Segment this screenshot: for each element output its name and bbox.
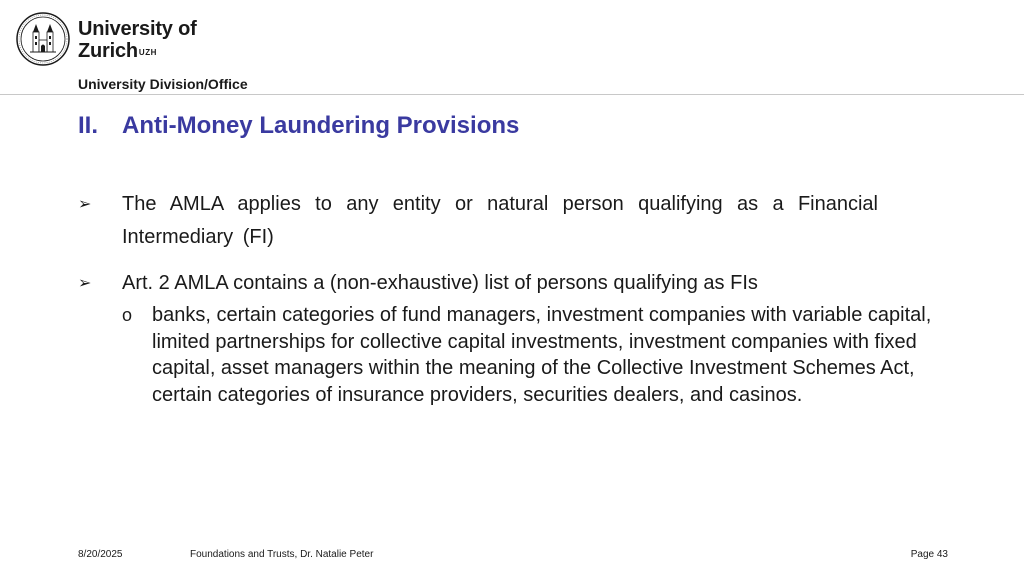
slide-content	[78, 188, 958, 408]
bullet-item	[78, 267, 958, 408]
footer-date: 8/20/2025	[78, 549, 123, 560]
university-seal-logo	[16, 12, 70, 66]
title-number: II.	[78, 112, 99, 139]
footer-page-number: Page 43	[910, 549, 948, 560]
slide-title	[78, 112, 519, 140]
wordmark-uzh: UZH	[138, 48, 157, 57]
division-label: University Division/Office	[78, 76, 248, 92]
wordmark-line1: University of	[78, 18, 197, 40]
sub-bullet-item	[122, 302, 958, 408]
arrow-bullet-icon: ➢	[78, 275, 92, 292]
sub-bullet-text: banks, certain categories of fund managers, investment companies with variable capital, limited partnerships for collective capital investments, investment companies with fixed capital, asset managers within the meaning of the Collective Investment Schemes Act, certain categories of insurance providers, securities dealers, and casinos.	[152, 304, 932, 406]
bullet-text: Art. 2 AMLA contains a (non-exhaustive) list of persons qualifying as FIs	[122, 272, 758, 294]
title-text: Anti-Money Laundering Provisions	[122, 112, 520, 139]
wordmark-line2	[78, 40, 197, 62]
wordmark-zurich: Zurich	[78, 40, 138, 62]
header-divider	[0, 94, 1024, 95]
circle-bullet-icon: o	[122, 305, 133, 325]
university-wordmark	[78, 18, 197, 62]
footer-presentation-title: Foundations and Trusts, Dr. Natalie Peter	[190, 549, 374, 560]
bullet-item	[78, 188, 958, 254]
arrow-bullet-icon: ➢	[78, 196, 92, 213]
bullet-text: The AMLA applies to any entity or natural person qualifying as a Financial Intermediary (FI)	[122, 193, 878, 248]
